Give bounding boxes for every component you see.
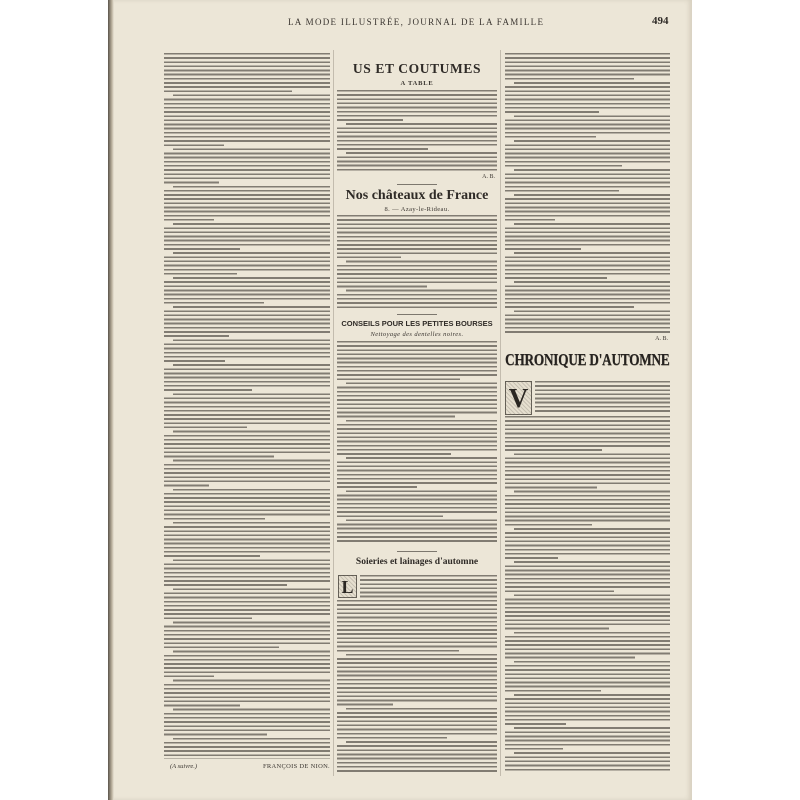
paragraph-indent (164, 339, 173, 342)
journal-title: LA MODE ILLUSTRÉE, JOURNAL DE LA FAMILLE (288, 17, 545, 27)
right-column-body-text (505, 53, 670, 335)
paragraph-end (225, 360, 330, 363)
paragraph-indent (337, 457, 346, 460)
paragraph-end (614, 590, 670, 593)
paragraph-end (237, 273, 330, 276)
section-title-chateaux: Nos châteaux de France (345, 188, 489, 203)
paragraph-indent (164, 430, 173, 433)
paragraph-indent (164, 621, 173, 624)
paragraph-end (634, 78, 670, 81)
paragraph-indent (505, 528, 514, 531)
paragraph-indent (164, 94, 173, 97)
paragraph-end (622, 165, 670, 168)
paragraph-indent (505, 169, 514, 172)
paragraph-indent (505, 223, 514, 226)
paragraph-indent (505, 631, 514, 634)
paragraph-end (581, 248, 670, 251)
chateaux-body-text (337, 215, 497, 310)
paragraph-indent (164, 459, 173, 462)
paragraph-end (602, 449, 670, 452)
paragraph-indent (505, 727, 514, 730)
paragraph-end (267, 733, 330, 736)
chronique-body-text (505, 416, 670, 773)
page-number: 494 (652, 15, 669, 27)
paragraph-end (252, 389, 330, 392)
conseils-body-text (337, 341, 497, 544)
us-et-coutumes-body-text (337, 90, 497, 173)
section-divider (397, 551, 437, 552)
paragraph-indent (505, 140, 514, 143)
paragraph-end (428, 148, 497, 151)
soieries-body-text (337, 600, 497, 774)
paragraph-indent (505, 82, 514, 85)
paragraph-indent (505, 752, 514, 755)
paragraph-end (601, 690, 670, 693)
section-title-soieries: Soieries et lainages d'automne (355, 557, 479, 567)
paragraph-end (443, 515, 497, 518)
paragraph-end (427, 285, 497, 288)
paragraph-indent (505, 694, 514, 697)
paragraph-indent (164, 393, 173, 396)
paragraph-indent (164, 737, 173, 740)
paragraph-end (224, 144, 330, 147)
section-subtitle-dentelles: Nettoyage des dentelles noires. (370, 331, 464, 338)
paragraph-indent (164, 708, 173, 711)
paragraph-end (403, 119, 497, 122)
section-subtitle-a-table: A TABLE (400, 80, 434, 87)
paragraph-indent (337, 419, 346, 422)
paragraph-indent (164, 559, 173, 562)
paragraph-end (607, 277, 670, 280)
paragraph-end (214, 219, 330, 222)
paragraph-indent (164, 522, 173, 525)
to-be-continued: (A suivre.) (170, 763, 198, 770)
paragraph-end (619, 190, 670, 193)
paragraph-end (597, 486, 670, 489)
paragraph-indent (505, 660, 514, 663)
column-rule-right (500, 50, 501, 776)
paragraph-end (563, 748, 670, 751)
column-rule-left (333, 50, 334, 776)
paragraph-end (555, 219, 671, 222)
drop-cap-initial: V (505, 381, 532, 415)
paragraph-end (599, 111, 670, 114)
paragraph-end (592, 524, 670, 527)
section-subtitle-azay: 8. — Azay-le-Rideau. (384, 206, 450, 213)
paragraph-indent (337, 741, 346, 744)
paragraph-end (447, 737, 497, 740)
page-binding-edge (108, 0, 114, 800)
paragraph-end (393, 703, 497, 706)
paragraph-indent (337, 654, 346, 657)
paragraph-end (260, 555, 330, 558)
paragraph-end (209, 484, 330, 487)
left-column-body-text (164, 53, 330, 759)
section-title-conseils: CONSEILS POUR LES PETITES BOURSES (341, 319, 493, 328)
paragraph-indent (505, 561, 514, 564)
paragraph-end (214, 675, 330, 678)
section-title-chronique: CHRONIQUE D'AUTOMNE (505, 350, 670, 369)
paragraph-indent (505, 115, 514, 118)
paragraph-indent (337, 123, 346, 126)
paragraph-end (240, 248, 330, 251)
paragraph-indent (164, 277, 173, 280)
paragraph-end (609, 627, 670, 630)
paragraph-end (451, 453, 497, 456)
paragraph-end (265, 517, 330, 520)
paragraph-indent (164, 306, 173, 309)
paragraph-indent (505, 252, 514, 255)
paragraph-indent (505, 310, 514, 313)
paragraph-indent (505, 281, 514, 284)
paragraph-end (401, 256, 497, 259)
paragraph-end (247, 426, 330, 429)
author-signature: FRANÇOIS DE NION. (262, 763, 330, 770)
paragraph-end (558, 557, 670, 560)
paragraph-indent (337, 152, 346, 155)
paragraph-end (292, 90, 330, 93)
paragraph-indent (164, 364, 173, 367)
paragraph-end (252, 617, 330, 620)
paragraph-indent (337, 490, 346, 493)
paragraph-indent (505, 194, 514, 197)
paragraph-indent (164, 679, 173, 682)
paragraph-indent (164, 650, 173, 653)
paragraph-end (274, 455, 330, 458)
us-et-coutumes-signature: A. B. (482, 174, 495, 180)
paragraph-end (635, 656, 670, 659)
paragraph-indent (164, 252, 173, 255)
paragraph-end (287, 584, 330, 587)
paragraph-indent (337, 260, 346, 263)
section-divider (397, 314, 437, 315)
paragraph-indent (164, 185, 173, 188)
paragraph-end (264, 302, 330, 305)
paragraph-indent (337, 289, 346, 292)
drop-cap-initial: L (338, 575, 357, 598)
paragraph-indent (505, 453, 514, 456)
section-title-us-et-coutumes: US ET COUTUMES (352, 61, 482, 76)
paragraph-indent (505, 594, 514, 597)
paragraph-end (229, 335, 330, 338)
paragraph-end (455, 415, 497, 418)
paragraph-indent (164, 488, 173, 491)
chronique-body-text-lead (535, 381, 670, 414)
paragraph-indent (505, 490, 514, 493)
paragraph-indent (337, 382, 346, 385)
paragraph-end (596, 136, 670, 139)
paragraph-end (634, 306, 670, 309)
paragraph-indent (337, 708, 346, 711)
paragraph-end (460, 378, 497, 381)
right-column-signature: A. B. (655, 336, 668, 342)
paragraph-end (219, 181, 330, 184)
paragraph-end (459, 649, 497, 652)
paragraph-indent (164, 148, 173, 151)
section-divider (397, 184, 437, 185)
paragraph-end (279, 646, 330, 649)
paragraph-end (417, 486, 497, 489)
paragraph-indent (337, 519, 346, 522)
paragraph-end (240, 704, 330, 707)
paragraph-end (566, 723, 670, 726)
paragraph-indent (164, 223, 173, 226)
soieries-body-text-lead (360, 575, 497, 600)
paragraph-indent (164, 588, 173, 591)
